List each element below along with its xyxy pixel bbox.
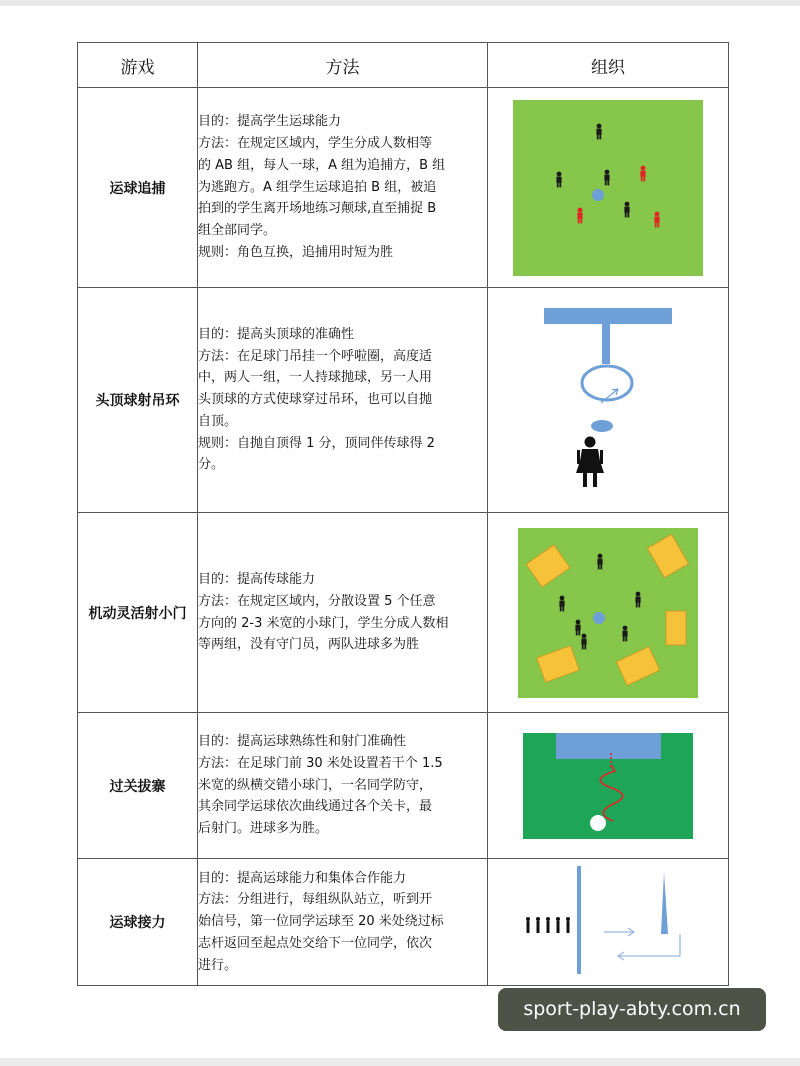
marker-pole-icon (661, 872, 668, 934)
method-line: 自顶。 (198, 413, 238, 429)
method-line: 目的：提高学生运球能力 (198, 114, 342, 130)
org-cell (488, 88, 729, 288)
game-name: 运球接力 (78, 859, 198, 986)
game-name: 运球追捕 (78, 88, 198, 288)
method-line: 方法：在足球门吊挂一个呼啦圈，高度适 (198, 348, 433, 364)
hoop-ring-icon (582, 366, 632, 400)
method-line: 为逃跑方。A 组学生运球追拍 B 组，被追 (198, 179, 437, 195)
goal-crossbar-icon (544, 308, 672, 324)
games-table (77, 42, 729, 986)
method-line: 始信号，第一位同学运球至 20 米处绕过标 (198, 914, 444, 930)
relay-diagram (518, 866, 698, 978)
method-line: 等两组，没有守门员，两队进球多为胜 (198, 637, 420, 653)
method-line: 志杆返回至起点处交给下一位同学，依次 (198, 935, 433, 951)
watermark-badge: sport-play-abty.com.cn (498, 988, 766, 1031)
method-line: 进行。 (198, 957, 238, 973)
org-cell (488, 713, 729, 859)
method-line: 其余同学运球依次曲线通过各个关卡，最 (198, 799, 433, 815)
method-line: 头顶球的方式使球穿过吊环，也可以自抛 (198, 392, 433, 408)
org-cell (488, 513, 729, 713)
method-line: 规则：角色互换，追捕用时短为胜 (198, 244, 394, 260)
method-line: 组全部同学。 (198, 223, 277, 239)
method-line: 米宽的纵横交错小球门，一名同学防守， (198, 777, 433, 793)
org-cell (488, 859, 729, 986)
method-line: 拍到的学生离开场地练习颠球,直至捕捉 B (198, 201, 437, 217)
header-org: 组织 (488, 43, 729, 88)
game-name: 头顶球射吊环 (78, 288, 198, 513)
method-line: 方法：在规定区域内，学生分成人数相等 (198, 136, 433, 151)
method-line: 方向的 2-3 米宽的小球门，学生分成人数相 (198, 615, 449, 631)
ball-icon (592, 189, 604, 201)
method-cell (198, 713, 488, 859)
method-line: 规则：自抛自顶得 1 分，顶同伴传球得 2 (198, 435, 435, 451)
method-line: 目的：提高运球熟练性和射门准确性 (198, 734, 407, 749)
ball-icon (590, 815, 606, 831)
players-column-icon (526, 917, 570, 933)
table-row (78, 713, 729, 859)
method-cell (198, 288, 488, 513)
method-line: 方法：分组进行，每组纵队站立，听到开 (198, 892, 433, 908)
game-name: 过关拔寨 (78, 713, 198, 859)
table-row (78, 288, 729, 513)
ring-rope-icon (602, 324, 610, 364)
org-cell (488, 288, 729, 513)
start-line-icon (577, 866, 581, 974)
small-goals-diagram (518, 528, 698, 698)
goal-icon (556, 733, 661, 759)
method-line: 方法：在足球门前 30 米处设置若干个 1.5 (198, 755, 443, 771)
method-line: 方法：在规定区域内，分散设置 5 个任意 (198, 593, 436, 609)
header-method: 方法 (198, 43, 488, 88)
table-row (78, 88, 729, 288)
pass-gates-diagram (523, 733, 693, 839)
method-line: 目的：提高传球能力 (198, 571, 316, 587)
header-ring-diagram (538, 303, 678, 498)
method-line: 目的：提高运球能力和集体合作能力 (198, 870, 407, 886)
header-game: 游戏 (78, 43, 198, 88)
method-cell (198, 88, 488, 288)
method-line: 中，两人一组，一人持球抛球，另一人用 (198, 370, 433, 386)
method-line: 分。 (198, 457, 225, 473)
game-name: 机动灵活射小门 (78, 513, 198, 713)
table-row (78, 859, 729, 986)
method-line: 目的：提高头顶球的准确性 (198, 326, 355, 342)
page-top-edge (0, 0, 800, 6)
page-bottom-edge (0, 1058, 800, 1066)
method-cell (198, 859, 488, 986)
method-line: 后射门。进球多为胜。 (198, 821, 329, 837)
ball-icon (591, 420, 613, 432)
ball-icon (593, 612, 605, 624)
player-icon (576, 436, 604, 487)
relay-route-arrow-icon (604, 928, 680, 960)
chase-field-diagram (513, 100, 703, 276)
method-cell (198, 513, 488, 713)
method-line: 的 AB 组，每人一球，A 组为追捕方，B 组 (198, 157, 446, 173)
table-header-row (78, 43, 729, 88)
table-row (78, 513, 729, 713)
field-area (513, 100, 703, 276)
